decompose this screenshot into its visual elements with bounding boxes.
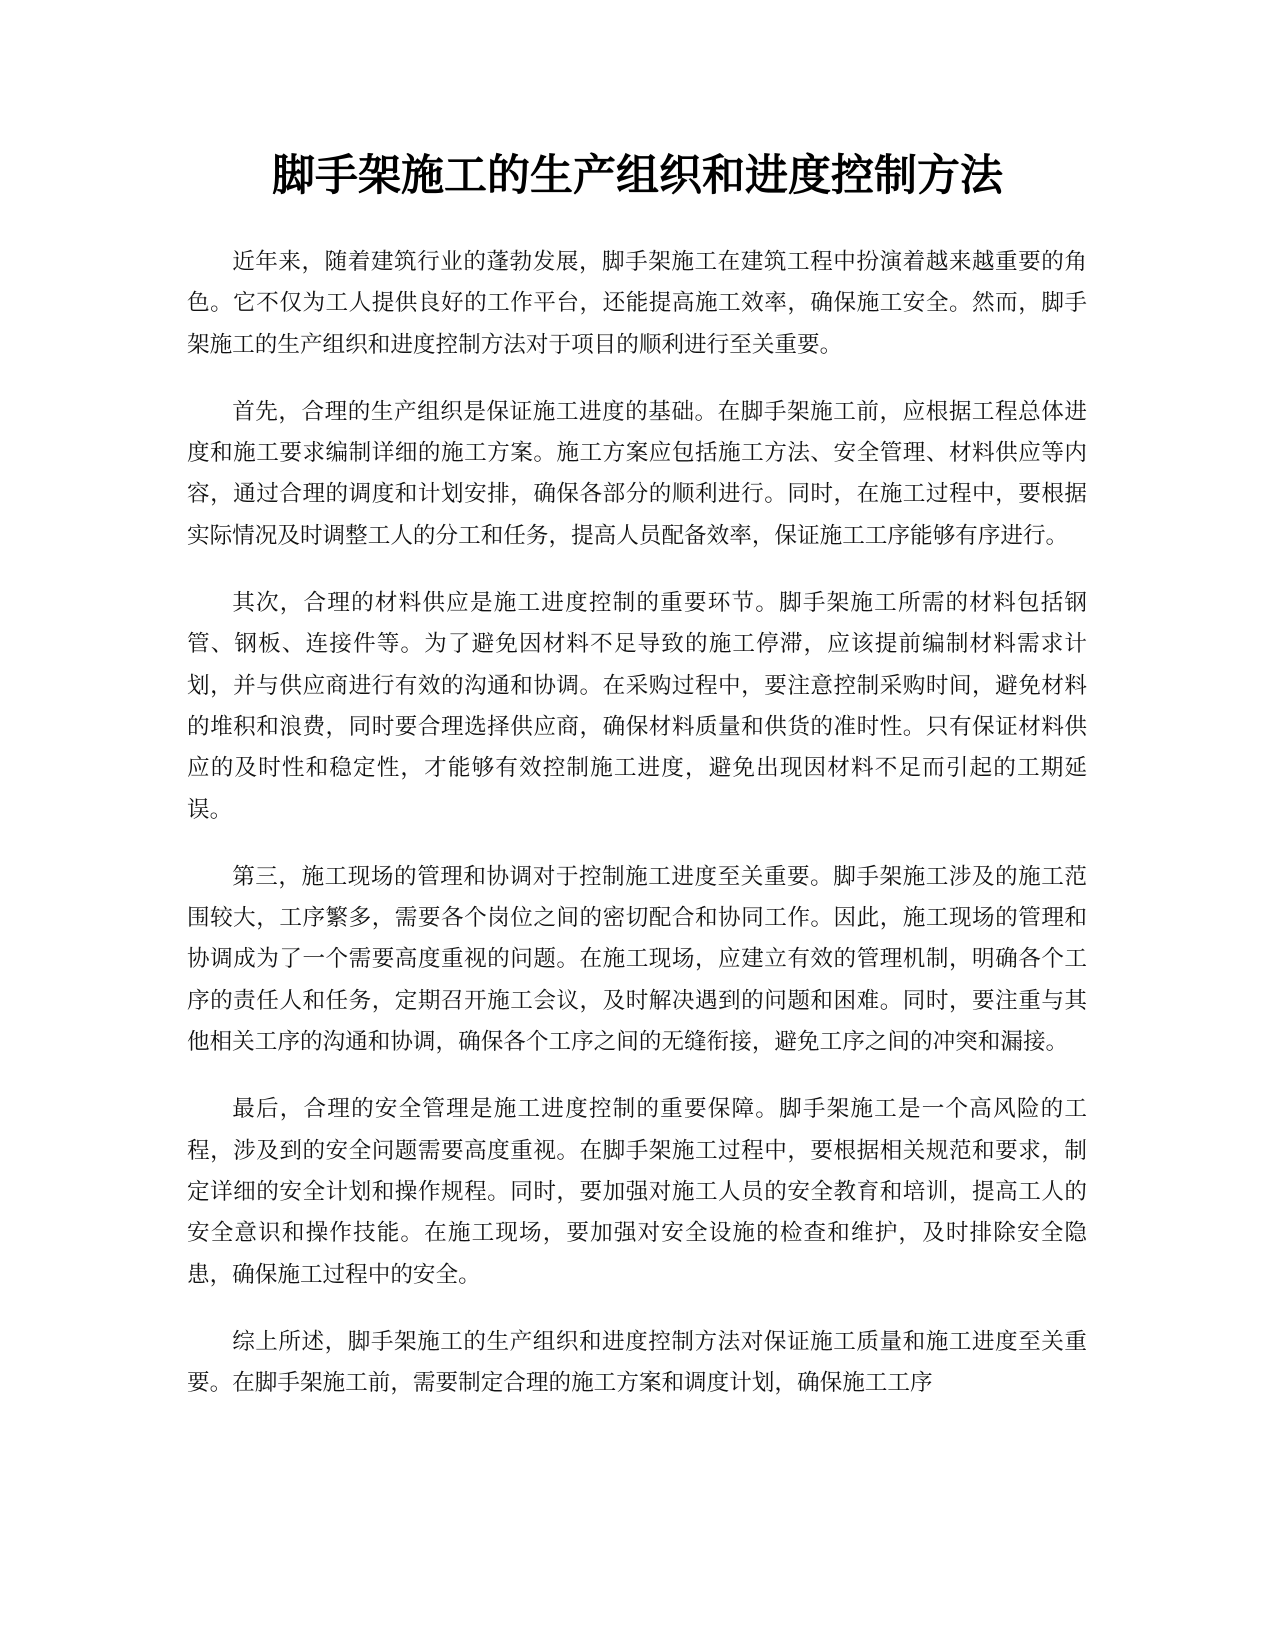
document-body <box>187 242 1087 1430</box>
paragraph-safety-management: 最后，合理的安全管理是施工进度控制的重要保障。脚手架施工是一个高风险的工程，涉及到的安全问题需要高度重视。在脚手架施工过程中，要根据相关规范和要求，制定详细的安全计划和操作规程。同时，要加强对施工人员的安全教育和培训，提高工人的安全意识和操作技能。在施工现场，要加强对安全设施的检查和维护，及时排除安全隐患，确保施工过程中的安全。 <box>187 1096 1087 1288</box>
paragraph-site-management: 第三，施工现场的管理和协调对于控制施工进度至关重要。脚手架施工涉及的施工范围较大，工序繁多，需要各个岗位之间的密切配合和协同工作。因此，施工现场的管理和协调成为了一个需要高度重视的问题。在施工现场，应建立有效的管理机制，明确各个工序的责任人和任务，定期召开施工会议，及时解决遇到的问题和困难。同时，要注重与其他相关工序的沟通和协调，确保各个工序之间的无缝衔接，避免工序之间的冲突和漏接。 <box>187 863 1087 1056</box>
paragraph-material-supply: 其次，合理的材料供应是施工进度控制的重要环节。脚手架施工所需的材料包括钢管、钢板、连接件等。为了避免因材料不足导致的施工停滞，应该提前编制材料需求计划，并与供应商进行有效的沟通和协调。在采购过程中，要注意控制采购时间，避免材料的堆积和浪费，同时要合理选择供应商，确保材料质量和供货的准时性。只有保证材料供应的及时性和稳定性，才能够有效控制施工进度，避免出现因材料不足而引起的工期延误。 <box>187 590 1087 823</box>
paragraph-production-organization: 首先，合理的生产组织是保证施工进度的基础。在脚手架施工前，应根据工程总体进度和施工要求编制详细的施工方案。施工方案应包括施工方法、安全管理、材料供应等内容，通过合理的调度和计划安排，确保各部分的顺利进行。同时，在施工过程中，要根据实际情况及时调整工人的分工和任务，提高人员配备效率，保证施工工序能够有序进行。 <box>187 398 1087 549</box>
document-title: 脚手架施工的生产组织和进度控制方法 <box>272 151 1003 201</box>
paragraph-summary: 综上所述，脚手架施工的生产组织和进度控制方法对保证施工质量和施工进度至关重要。在脚手架施工前，需要制定合理的施工方案和调度计划，确保施工工序 <box>187 1328 1087 1397</box>
paragraph-intro: 近年来，随着建筑行业的蓬勃发展，脚手架施工在建筑工程中扮演着越来越重要的角色。它不仅为工人提供良好的工作平台，还能提高施工效率，确保施工安全。然而，脚手架施工的生产组织和进度控制方法对于项目的顺利进行至关重要。 <box>187 249 1087 358</box>
